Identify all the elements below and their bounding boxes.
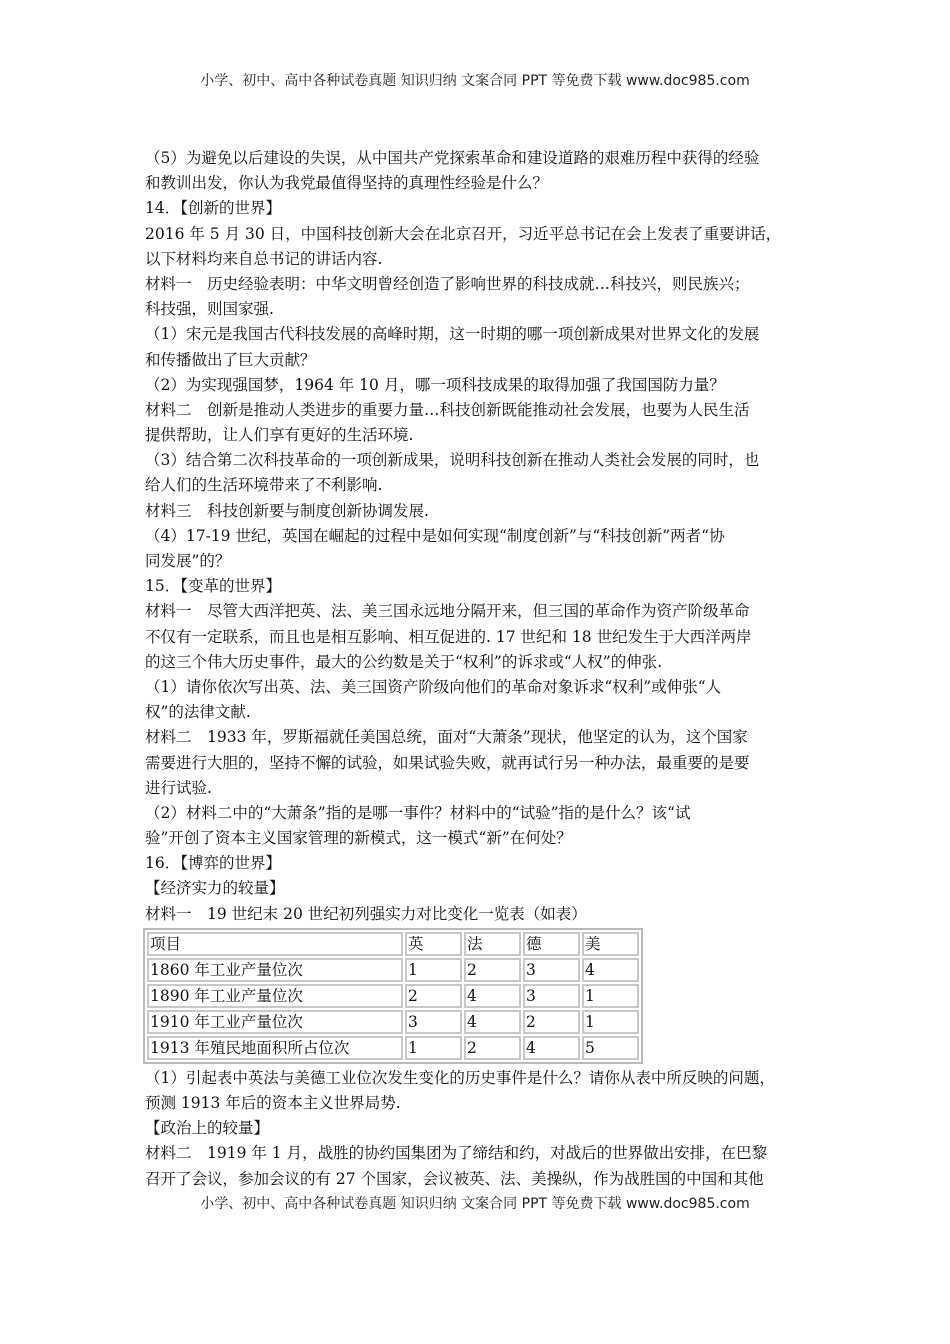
- table-row: [147, 1036, 639, 1060]
- text-line: （1）请你依次写出英、法、美三国资产阶级向他们的革命对象诉求“权利”或伸张“人: [145, 677, 722, 696]
- text-line: 材料一 19 世纪末 20 世纪初列强实力对比变化一览表（如表）: [145, 904, 587, 923]
- text-line: 预测 1913 年后的资本主义世界局势.: [145, 1094, 401, 1112]
- table-cell: 2: [405, 984, 462, 1008]
- text-line: 提供帮助，让人们享有更好的生活环境.: [145, 426, 414, 445]
- table-cell: 1: [582, 1010, 639, 1034]
- powers-comparison-table: [143, 928, 643, 1064]
- table-cell: 3: [523, 958, 580, 982]
- table-cell: 5: [582, 1036, 639, 1060]
- text-line: 和传播做出了巨大贡献？: [145, 350, 316, 369]
- text-line: 科技强，则国家强.: [145, 300, 274, 319]
- table-cell: 1913 年殖民地面积所占位次: [147, 1036, 403, 1060]
- text-line: （5）为避免以后建设的失误，从中国共产党探索革命和建设道路的艰难历程中获得的经验: [145, 149, 760, 167]
- table-cell: 1910 年工业产量位次: [147, 1010, 403, 1034]
- table-cell: 2: [464, 1036, 521, 1060]
- table-cell: 4: [523, 1036, 580, 1060]
- table-cell: 2: [464, 958, 521, 982]
- text-line: （2）为实现强国梦，1964 年 10 月，哪一项科技成果的取得加强了我国国防力量？: [145, 375, 725, 394]
- table-cell: 美: [582, 932, 639, 956]
- document-body: [145, 146, 825, 1192]
- table-row: [147, 958, 639, 982]
- table-cell: 3: [523, 984, 580, 1008]
- table-cell: 4: [464, 1010, 521, 1034]
- page-footer: 小学、初中、高中各种试卷真题 知识归纳 文案合同 PPT 等免费下载 www.doc985.com: [200, 1196, 750, 1212]
- text-after-table: [145, 1066, 825, 1192]
- text-line: 材料一 尽管大西洋把英、法、美三国永远地分隔开来，但三国的革命作为资产阶级革命: [145, 602, 750, 621]
- text-before-table: [145, 146, 825, 927]
- table-cell: 1: [405, 958, 462, 982]
- table-cell: 英: [405, 932, 462, 956]
- text-line: 同发展”的？: [145, 552, 231, 570]
- text-line: 2016 年 5 月 30 日，中国科技创新大会在北京召开，习近平总书记在会上发表了重要讲话，: [145, 224, 782, 243]
- text-line: 材料一 历史经验表明：中华文明曾经创造了影响世界的科技成就…科技兴，则民族兴；: [145, 274, 750, 293]
- table-cell: 1890 年工业产量位次: [147, 984, 403, 1008]
- text-line: （4）17-19 世纪，英国在崛起的过程中是如何实现“制度创新”与“科技创新”两者“协: [145, 526, 725, 545]
- table-cell: 4: [582, 958, 639, 982]
- text-line: 材料三 科技创新要与制度创新协调发展.: [145, 501, 429, 520]
- text-line: 不仅有一定联系，而且也是相互影响、相互促进的. 17 世纪和 18 世纪发生于大西洋两岸: [145, 627, 752, 646]
- table-header-row: [147, 932, 639, 956]
- text-line: 进行试验.: [145, 778, 212, 797]
- text-line: 验”开创了资本主义国家管理的新模式，这一模式“新”在何处？: [145, 829, 572, 848]
- text-line: 【政治上的较量】: [145, 1119, 270, 1138]
- table-cell: 1: [582, 984, 639, 1008]
- text-line: 材料二 1933 年，罗斯福就任美国总统，面对“大萧条”现状，他坚定的认为，这个国家: [145, 728, 748, 747]
- text-line: （2）材料二中的“大萧条”指的是哪一事件？材料中的“试验”指的是什么？该“试: [145, 803, 691, 822]
- table-row: [147, 984, 639, 1008]
- text-line: 材料二 1919 年 1 月，战胜的协约国集团为了缔结和约，对战后的世界做出安排，在巴黎: [145, 1144, 768, 1163]
- text-line: （3）结合第二次科技革命的一项创新成果，说明科技创新在推动人类社会发展的同时，也: [145, 451, 760, 470]
- page-header: 小学、初中、高中各种试卷真题 知识归纳 文案合同 PPT 等免费下载 www.doc985.com: [200, 73, 750, 89]
- table-cell: 2: [523, 1010, 580, 1034]
- text-line: 14．【创新的世界】: [145, 199, 281, 218]
- text-line: 材料二 创新是推动人类进步的重要力量…科技创新既能推动社会发展，也要为人民生活: [145, 400, 750, 419]
- text-line: 给人们的生活环境带来了不利影响.: [145, 476, 383, 495]
- text-line: 权”的法律文献.: [145, 703, 251, 722]
- text-line: 召开了会议，参加会议的有 27 个国家，会议被英、法、美操纵，作为战胜国的中国和其他: [145, 1169, 764, 1188]
- table-cell: 1860 年工业产量位次: [147, 958, 403, 982]
- text-line: 和教训出发，你认为我党最值得坚持的真理性经验是什么？: [145, 174, 549, 193]
- text-line: 以下材料均来自总书记的讲话内容.: [145, 249, 383, 268]
- text-line: 需要进行大胆的，坚持不懈的试验，如果试验失败，就再试行另一种办法，最重要的是要: [145, 753, 750, 772]
- table-cell: 4: [464, 984, 521, 1008]
- table-cell: 项目: [147, 932, 403, 956]
- table-cell: 3: [405, 1010, 462, 1034]
- table-cell: 法: [464, 932, 521, 956]
- text-line: 【经济实力的较量】: [145, 879, 285, 898]
- table-row: [147, 1010, 639, 1034]
- table-cell: 德: [523, 932, 580, 956]
- text-line: 16．【博弈的世界】: [145, 854, 281, 873]
- text-line: （1）引起表中英法与美德工业位次发生变化的历史事件是什么？请你从表中所反映的问题，: [145, 1068, 775, 1087]
- text-line: （1）宋元是我国古代科技发展的高峰时期，这一时期的哪一项创新成果对世界文化的发展: [145, 325, 760, 344]
- text-line: 的这三个伟大历史事件，最大的公约数是关于“权利”的诉求或“人权”的伸张.: [145, 652, 663, 671]
- text-line: 15．【变革的世界】: [145, 577, 281, 596]
- table-cell: 1: [405, 1036, 462, 1060]
